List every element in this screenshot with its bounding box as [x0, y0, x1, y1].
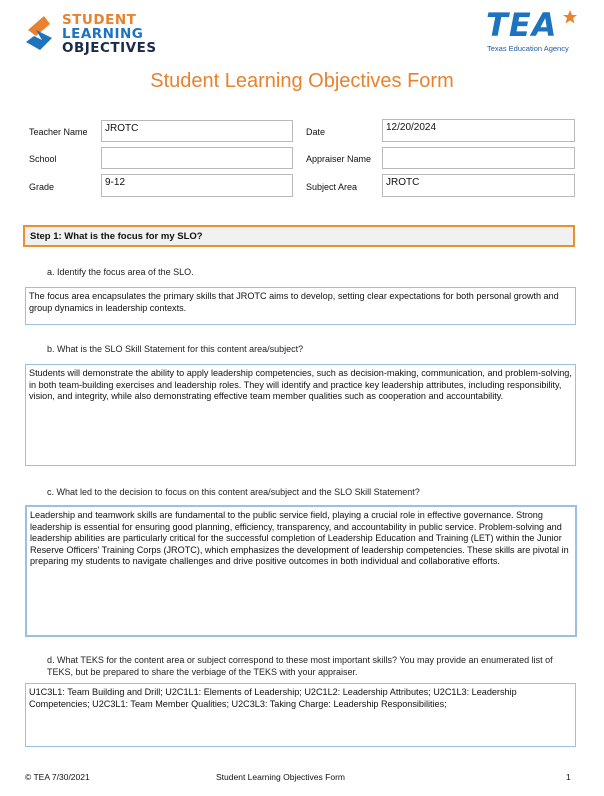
logo-line-3: OBJECTIVES [62, 40, 157, 56]
teacher-name-label: Teacher Name [29, 127, 88, 137]
teacher-name-field[interactable]: JROTC [101, 120, 293, 142]
tea-logo: TEA [486, 6, 558, 44]
date-label: Date [306, 127, 326, 137]
school-label: School [29, 154, 57, 164]
question-b: b. What is the SLO Skill Statement for this content area/subject? [47, 344, 304, 354]
grade-field[interactable]: 9-12 [101, 174, 293, 197]
step-1-heading: Step 1: What is the focus for my SLO? [23, 225, 575, 247]
appraiser-label: Appraiser Name [306, 154, 372, 164]
star-icon [563, 10, 577, 24]
grade-label: Grade [29, 182, 55, 192]
school-field[interactable] [101, 147, 293, 169]
appraiser-field[interactable] [382, 147, 575, 169]
question-a: a. Identify the focus area of the SLO. [47, 267, 194, 277]
date-field[interactable]: 12/20/2024 [382, 119, 575, 142]
answer-a-box[interactable]: The focus area encapsulates the primary skills that JROTC aims to develop, setting clear expectations for both personal growth and group dynamics in leadership contexts. [25, 287, 576, 325]
answer-b-box[interactable]: Students will demonstrate the ability to apply leadership competencies, such as decision-making, communication, and problem-solving, in both team-building exercises and leadership roles. They will identify and practice key leadership attributes, including responsibility, vision, and integrity, while also demonstrating effective team member qualities such as cooperation and accountability. [25, 364, 576, 466]
page-title: Student Learning Objectives Form [150, 70, 454, 92]
answer-d-box[interactable]: U1C3L1: Team Building and Drill; U2C1L1: Elements of Leadership; U2C1L2: Leadership Attributes; U2C1L3: Leadership Competencies; U2C3L1: Team Member Qualities; U2C3L3: Taking Charge: Leadership Responsibilities; [25, 683, 576, 747]
slo-logo-icon [22, 14, 58, 52]
logo-line-1: STUDENT [62, 12, 137, 28]
logo-line-2: LEARNING [62, 26, 144, 42]
subject-label: Subject Area [306, 182, 358, 192]
question-c: c. What led to the decision to focus on this content area/subject and the SLO Skill Statement? [47, 487, 420, 497]
slo-logo-text [62, 13, 157, 55]
subject-field[interactable]: JROTC [382, 174, 575, 197]
page-number: 1 [566, 772, 571, 782]
footer-title: Student Learning Objectives Form [216, 772, 345, 782]
tea-subtitle: Texas Education Agency [487, 44, 569, 53]
footer-copyright: © TEA 7/30/2021 [25, 772, 90, 782]
answer-c-box[interactable]: Leadership and teamwork skills are fundamental to the public service field, playing a crucial role in effective governance. Strong leadership is essential for ensuring good planning, efficiency, transparency, and accountability in public service. Problem-solving and leadership abilities are particularly critical for the successful completion of Leadership Education and Training (LET) within the Junior Reserve Officers' Training Corps (JROTC), which emphasizes the development of leadership competencies. These skills are pivotal in preparing my students to navigate challenges and drive positive outcomes in both individual and collaborative efforts. [25, 505, 577, 637]
question-d: d. What TEKS for the content area or subject correspond to these most important skills? You may provide an enumerated list of TEKS, but be prepared to share the verbiage of the TEKS with your appraiser. [47, 655, 553, 677]
